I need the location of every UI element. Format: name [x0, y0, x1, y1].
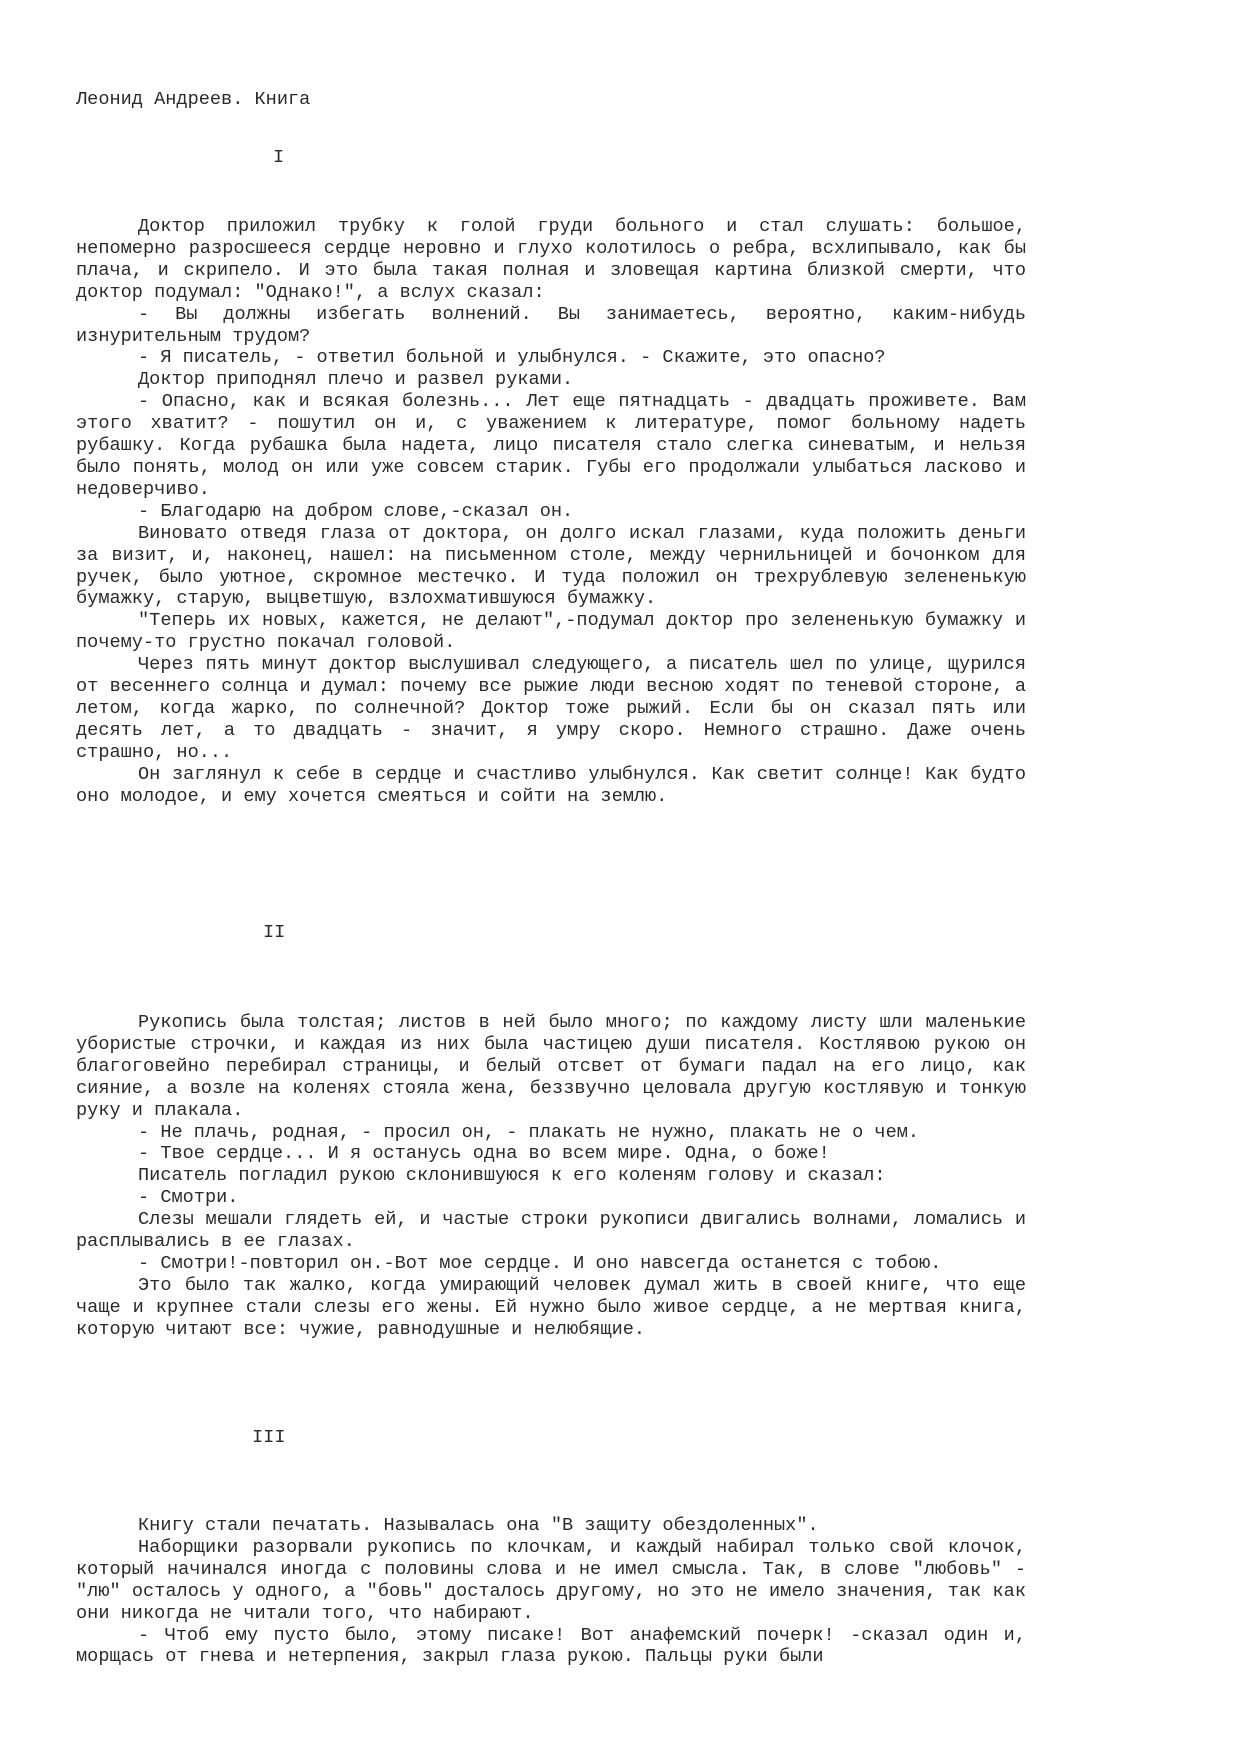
paragraph: Через пять минут доктор выслушивал следующего, а писатель шел по улице, щурился от весеннего солнца и думал: почему все рыжие люди весною ходят по теневой стороне, а летом, когда жарко, по солнечной? Доктор тоже рыжий. Если бы он сказал пять или десять лет, а то двадцать - значит, я умру скоро. Немного страшно. Даже очень страшно, но... — [76, 654, 1026, 763]
paragraph: - Вы должны избегать волнений. Вы занимаетесь, вероятно, каким-нибудь изнурительным трудом? — [76, 303, 1026, 347]
paragraph: Писатель погладил рукою склонившуюся к его коленям голову и сказал: — [138, 1165, 886, 1187]
chapter-2-number: II — [263, 922, 286, 943]
paragraph: "Теперь их новых, кажется, не делают",-подумал доктор про зелененькую бумажку и почему-то грустно покачал головой. — [76, 610, 1026, 654]
paragraph: - Опасно, как и всякая болезнь... Лет еще пятнадцать - двадцать проживете. Вам этого хватит? - пошутил он и, с уважением к литературе, помог больному надеть рубашку. Когда рубашка была надета, лицо писателя стало слегка синеватым, и нельзя было понять, молод он или уже совсем старик. Губы его продолжали улыбаться ласково и недоверчиво. — [76, 391, 1026, 500]
paragraph: - Чтоб ему пусто было, этому писаке! Вот анафемский почерк! -сказал один и, морщась от гнева и нетерпения, закрыл глаза рукою. Пальцы руки были — [76, 1624, 1026, 1668]
paragraph: - Твое сердце... И я останусь одна во всем мире. Одна, о боже! — [138, 1143, 830, 1165]
paragraph: Книгу стали печатать. Называлась она "В защиту обездоленных". — [138, 1515, 819, 1536]
paragraph: Доктор приподнял плечо и развел руками. — [138, 369, 574, 391]
paragraph: - Смотри!-повторил он.-Вот мое сердце. И оно навсегда останется с тобою. — [138, 1252, 942, 1274]
paragraph: Слезы мешали глядеть ей, и частые строки рукописи двигались волнами, ломались и расплывались в ее глазах. — [76, 1209, 1026, 1253]
chapter-3-number: III — [252, 1427, 286, 1448]
paragraph: Наборщики разорвали рукопись по клочкам, и каждый набирал только свой клочок, который начинался иногда с половины слова и не имел смысла. Так, в слове "любовь" - "лю" осталось у одного, а "бовь" досталось другому, но это не имело значения, так как они никогда не читали того, что набирают. — [76, 1536, 1026, 1624]
paragraph: Рукопись была толстая; листов в ней было много; по каждому листу шли маленькие убористые строчки, и каждая из них была частицею души писателя. Костлявою рукою он благоговейно перебирал страницы, и белый отсвет от бумаги падал на его лицо, как сияние, а возле на коленях стояла жена, беззвучно целовала другую костлявую и тонкую руку и плакала. — [76, 1012, 1026, 1121]
chapter-3-text — [76, 1515, 1026, 1668]
paragraph: Доктор приложил трубку к голой груди больного и стал слушать: большое, непомерно разросшееся сердце неровно и глухо колотилось о ребра, всхлипывало, как бы плача, и скрипело. И это была такая полная и зловещая картина близкой смерти, что доктор подумал: "Однако!", а вслух сказал: — [76, 216, 1026, 303]
chapter-1-number: I — [273, 147, 285, 168]
paragraph: - Благодарю на добром слове,-сказал он. — [138, 500, 574, 522]
paragraph: - Смотри. — [138, 1187, 239, 1209]
document-title: Леонид Андреев. Книга — [76, 89, 311, 110]
paragraph: - Я писатель, - ответил больной и улыбнулся. - Скажите, это опасно? — [138, 347, 886, 369]
chapter-2-text — [76, 1012, 1026, 1341]
paragraph: - Не плачь, родная, - просил он, - плакать не нужно, плакать не о чем. — [138, 1121, 920, 1143]
paragraph: Он заглянул к себе в сердце и счастливо улыбнулся. Как светит солнце! Как будто оно молодое, и ему хочется смеяться и сойти на землю. — [76, 763, 1026, 807]
chapter-1-text — [76, 216, 1026, 807]
paragraph: Это было так жалко, когда умирающий человек думал жить в своей книге, что еще чаще и крупнее стали слезы его жены. Ей нужно было живое сердце, а не мертвая книга, которую читают все: чужие, равнодушные и нелюбящие. — [76, 1274, 1026, 1340]
paragraph: Виновато отведя глаза от доктора, он долго искал глазами, куда положить деньги за визит, и, наконец, нашел: на письменном столе, между чернильницей и бочонком для ручек, было уютное, скромное местечко. И туда положил он трехрублевую зелененькую бумажку, старую, выцветшую, взлохматившуюся бумажку. — [76, 522, 1026, 610]
